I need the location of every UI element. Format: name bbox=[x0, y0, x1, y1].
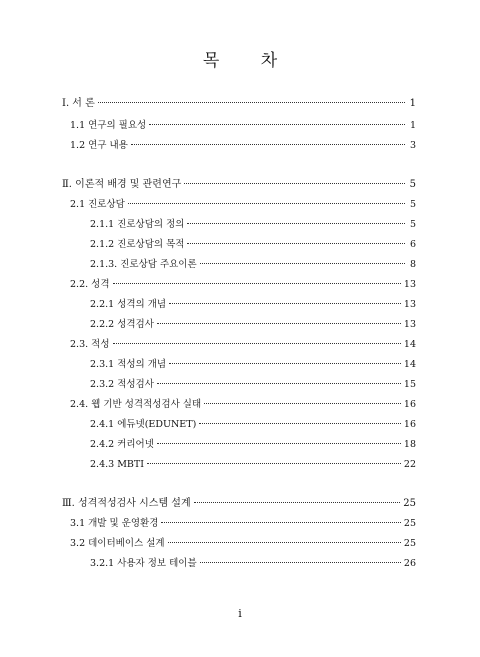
toc-entry-label: 2.4. 웹 기반 성격적성검사 실태 bbox=[70, 399, 202, 410]
toc-entry bbox=[90, 317, 416, 333]
toc-entry-page: 8 bbox=[409, 259, 416, 270]
toc-leader-dots bbox=[187, 243, 405, 244]
toc-leader-dots bbox=[199, 423, 401, 424]
toc-entry bbox=[90, 377, 416, 393]
toc-entry bbox=[90, 556, 416, 572]
toc-entry-label: 2.1.1 진로상담의 정의 bbox=[90, 219, 185, 230]
toc-entry bbox=[70, 197, 416, 213]
toc-entry-page: 14 bbox=[403, 359, 416, 370]
toc-entry-page: 1 bbox=[409, 120, 416, 131]
toc-leader-dots bbox=[113, 343, 401, 344]
toc-entry bbox=[90, 457, 416, 473]
toc-title: 목 차 bbox=[202, 51, 296, 71]
toc-entry bbox=[90, 297, 416, 313]
toc-entry bbox=[90, 257, 416, 273]
toc-entry-page: 14 bbox=[403, 339, 416, 350]
toc-entry bbox=[70, 516, 416, 532]
toc-entry bbox=[62, 96, 416, 112]
toc-entry-page: 5 bbox=[409, 179, 416, 190]
toc-entry bbox=[70, 118, 416, 134]
toc-entry-page: 6 bbox=[409, 239, 416, 250]
toc-entry-label: 2.2.1 성격의 개념 bbox=[90, 299, 167, 310]
toc-entry bbox=[90, 437, 416, 453]
toc-leader-dots bbox=[200, 562, 401, 563]
toc-entry-label: 2.3.1 적성의 개념 bbox=[90, 359, 167, 370]
toc-entry-page: 5 bbox=[409, 219, 416, 230]
toc-leader-dots bbox=[128, 203, 405, 204]
toc-entry-label: Ⅲ. 성격적성검사 시스템 설계 bbox=[62, 498, 191, 509]
toc-leader-dots bbox=[200, 263, 405, 264]
page-number: i bbox=[238, 607, 242, 620]
toc-entry-label: 3.2.1 사용자 정보 테이블 bbox=[90, 558, 197, 569]
toc-entry-page: 13 bbox=[403, 319, 416, 330]
toc-entry-label: 2.1.3. 진로상담 주요이론 bbox=[90, 259, 197, 270]
toc-entry-page: 18 bbox=[403, 439, 416, 450]
toc-entry-page: 25 bbox=[403, 538, 416, 549]
toc-entry bbox=[62, 177, 416, 193]
toc-entry bbox=[70, 138, 416, 154]
toc-leader-dots bbox=[194, 502, 401, 503]
toc-entry-label: 2.1.2 진로상담의 목적 bbox=[90, 239, 185, 250]
toc-entry-page: 5 bbox=[409, 199, 416, 210]
toc-entry bbox=[90, 417, 416, 433]
toc-leader-dots bbox=[147, 463, 401, 464]
toc-entry-page: 1 bbox=[409, 98, 416, 109]
toc-entry-label: 2.2.2 성격검사 bbox=[90, 319, 154, 330]
toc-leader-dots bbox=[131, 144, 405, 145]
toc-entry-label: 2.4.3 MBTI bbox=[90, 459, 144, 470]
toc-leader-dots bbox=[161, 522, 400, 523]
toc-entry-label: 2.4.1 에듀넷(EDUNET) bbox=[90, 419, 197, 430]
toc-leader-dots bbox=[169, 303, 401, 304]
toc-entry bbox=[70, 397, 416, 413]
toc-entry bbox=[70, 277, 416, 293]
toc-entry-page: 16 bbox=[403, 419, 416, 430]
toc-leader-dots bbox=[157, 383, 401, 384]
toc-leader-dots bbox=[169, 363, 401, 364]
toc-entry bbox=[90, 237, 416, 253]
toc-leader-dots bbox=[149, 124, 405, 125]
toc-entry-label: 1.1 연구의 필요성 bbox=[70, 120, 147, 131]
toc-entry-page: 3 bbox=[409, 140, 416, 151]
toc-entry-page: 26 bbox=[403, 558, 416, 569]
toc-entry-page: 16 bbox=[403, 399, 416, 410]
toc-leader-dots bbox=[204, 403, 401, 404]
toc-entry bbox=[70, 337, 416, 353]
toc-entry-page: 15 bbox=[403, 379, 416, 390]
toc-leader-dots bbox=[187, 223, 405, 224]
toc-leader-dots bbox=[113, 283, 401, 284]
toc-entry-label: 2.2. 성격 bbox=[70, 279, 110, 290]
toc-entry-label: Ⅰ. 서 론 bbox=[62, 98, 95, 109]
toc-entry bbox=[70, 536, 416, 552]
toc-entry-label: 2.1 진로상담 bbox=[70, 199, 125, 210]
toc-leader-dots bbox=[184, 183, 405, 184]
toc-entry-label: 3.1 개발 및 운영환경 bbox=[70, 518, 159, 529]
toc-entry-label: Ⅱ. 이론적 배경 및 관련연구 bbox=[62, 179, 182, 190]
toc-entry-label: 2.3.2 적성검사 bbox=[90, 379, 154, 390]
toc-entry-label: 2.3. 적성 bbox=[70, 339, 110, 350]
toc-leader-dots bbox=[157, 443, 401, 444]
toc-leader-dots bbox=[98, 102, 405, 103]
toc-entry-page: 25 bbox=[403, 518, 416, 529]
toc-leader-dots bbox=[157, 323, 401, 324]
toc-entry-label: 1.2 연구 내용 bbox=[70, 140, 128, 151]
toc-entry bbox=[90, 357, 416, 373]
toc-entry-page: 25 bbox=[403, 498, 416, 509]
toc-entry-label: 3.2 데이터베이스 설계 bbox=[70, 538, 165, 549]
toc-entry-label: 2.4.2 커리어넷 bbox=[90, 439, 154, 450]
toc-entry-page: 22 bbox=[403, 459, 416, 470]
toc-entry bbox=[62, 496, 416, 512]
toc-leader-dots bbox=[168, 542, 401, 543]
toc-entry-page: 13 bbox=[403, 279, 416, 290]
toc-entry bbox=[90, 217, 416, 233]
toc-entry-page: 13 bbox=[403, 299, 416, 310]
